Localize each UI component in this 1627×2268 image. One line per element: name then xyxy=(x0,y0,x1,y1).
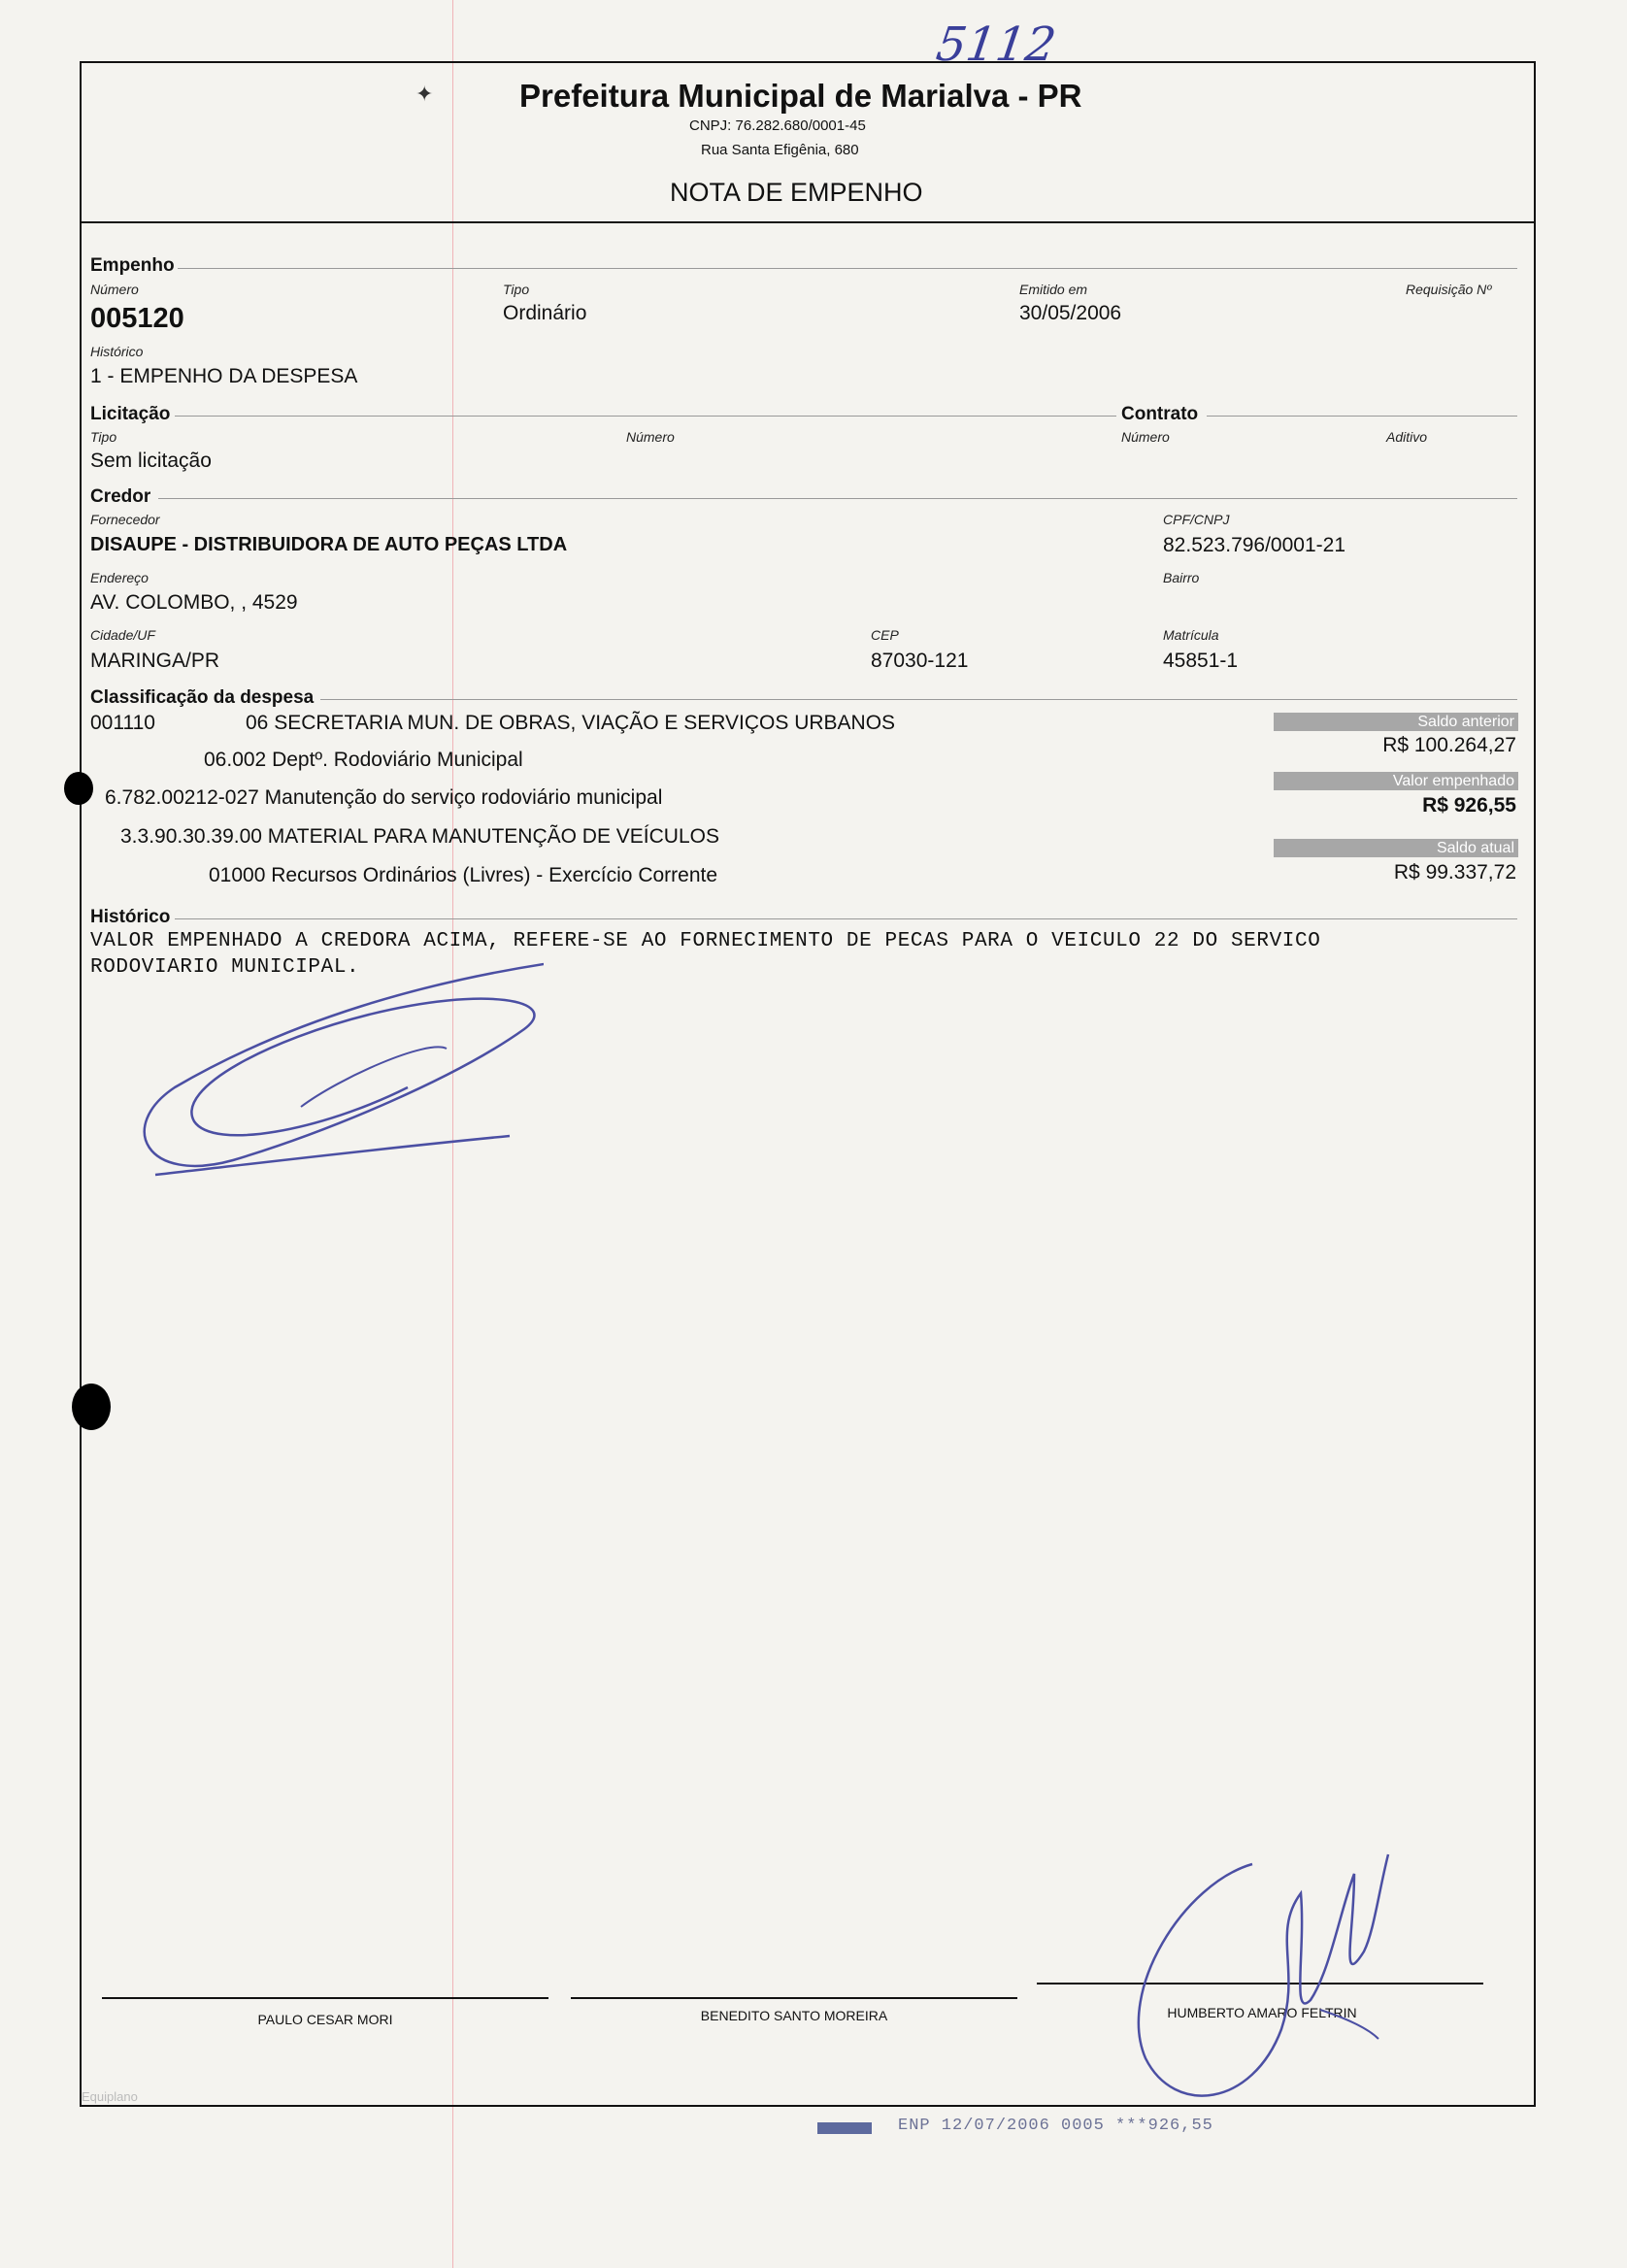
saldo-atual-label: Saldo atual xyxy=(1274,839,1518,857)
empenho-historico-label: Histórico xyxy=(90,344,144,359)
classificacao-rule xyxy=(320,699,1517,700)
empenho-historico: 1 - EMPENHO DA DESPESA xyxy=(90,365,358,387)
cpf-label: CPF/CNPJ xyxy=(1163,512,1230,527)
header-divider xyxy=(80,221,1534,223)
stamp-logo-icon xyxy=(817,2122,872,2134)
footer-stamp: ENP 12/07/2006 0005 ***926,55 xyxy=(898,2117,1213,2135)
bairro-label: Bairro xyxy=(1163,570,1200,585)
licitacao-rule xyxy=(175,416,1116,417)
handwritten-annotation: 5112 xyxy=(933,17,1060,72)
punch-hole-dot xyxy=(64,772,93,805)
cep-label: CEP xyxy=(871,627,899,643)
historico-rule xyxy=(175,918,1517,919)
org-cnpj: CNPJ: 76.282.680/0001-45 xyxy=(689,117,866,134)
signature-name-3: HUMBERTO AMARO FELTRIN xyxy=(1167,2005,1357,2020)
empenho-tipo: Ordinário xyxy=(503,302,587,324)
handwritten-signature-left xyxy=(136,961,544,1194)
empenho-numero: 005120 xyxy=(90,303,184,334)
signature-line-2 xyxy=(571,1997,1017,1999)
cep-value: 87030-121 xyxy=(871,650,969,672)
credor-section-title: Credor xyxy=(90,486,151,507)
cidade-value: MARINGA/PR xyxy=(90,650,220,672)
contrato-aditivo-label: Aditivo xyxy=(1386,429,1428,445)
classificacao-orgao: 06 SECRETARIA MUN. DE OBRAS, VIAÇÃO E SERVIÇOS URBANOS xyxy=(246,712,896,734)
empenho-numero-label: Número xyxy=(90,282,139,297)
bird-mark-icon: ✦ xyxy=(415,82,434,106)
contrato-section-title: Contrato xyxy=(1121,404,1199,424)
endereco-label: Endereço xyxy=(90,570,149,585)
fornecedor-name: DISAUPE - DISTRIBUIDORA DE AUTO PEÇAS LTDA xyxy=(90,534,568,555)
valor-empenhado-label: Valor empenhado xyxy=(1274,772,1518,790)
saldo-anterior-value: R$ 100.264,27 xyxy=(1382,734,1516,756)
licitacao-tipo-label: Tipo xyxy=(90,429,117,445)
org-address: Rua Santa Efigênia, 680 xyxy=(701,142,859,158)
emitido-label: Emitido em xyxy=(1019,282,1088,297)
org-title: Prefeitura Municipal de Marialva - PR xyxy=(519,78,1082,114)
doc-title: NOTA DE EMPENHO xyxy=(670,178,923,207)
licitacao-tipo: Sem licitação xyxy=(90,450,212,472)
empenho-tipo-label: Tipo xyxy=(503,282,530,297)
software-footer: Equiplano xyxy=(82,2089,138,2104)
signature-line-1 xyxy=(102,1997,548,1999)
emitido-date: 30/05/2006 xyxy=(1019,302,1122,324)
credor-rule xyxy=(158,498,1517,499)
cidade-label: Cidade/UF xyxy=(90,627,155,643)
requisicao-label: Requisição Nº xyxy=(1406,282,1492,297)
empenho-section-title: Empenho xyxy=(90,255,175,276)
classificacao-programa: 6.782.00212-027 Manutenção do serviço rodoviário municipal xyxy=(105,786,663,809)
classificacao-unidade: 06.002 Deptº. Rodoviário Municipal xyxy=(204,749,523,771)
matricula-value: 45851-1 xyxy=(1163,650,1239,672)
empenho-rule xyxy=(178,268,1517,269)
classificacao-code: 001110 xyxy=(90,712,155,734)
saldo-anterior-label: Saldo anterior xyxy=(1274,713,1518,731)
historico-section-title: Histórico xyxy=(90,907,171,927)
endereco-value: AV. COLOMBO, , 4529 xyxy=(90,591,298,614)
historico-text-line1: VALOR EMPENHADO A CREDORA ACIMA, REFERE-SE AO FORNECIMENTO DE PECAS PARA O VEICULO 22 DO SERVICO xyxy=(90,930,1321,952)
saldo-atual-value: R$ 99.337,72 xyxy=(1393,861,1516,884)
classificacao-section-title: Classificação da despesa xyxy=(90,687,315,708)
licitacao-section-title: Licitação xyxy=(90,404,171,424)
signature-name-2: BENEDITO SANTO MOREIRA xyxy=(700,2008,888,2023)
contrato-rule xyxy=(1207,416,1517,417)
matricula-label: Matrícula xyxy=(1163,627,1219,643)
classificacao-elemento: 3.3.90.30.39.00 MATERIAL PARA MANUTENÇÃO DE VEÍCULOS xyxy=(120,825,719,848)
classificacao-recurso: 01000 Recursos Ordinários (Livres) - Exercício Corrente xyxy=(209,864,718,886)
licitacao-numero-label: Número xyxy=(626,429,675,445)
cpf-value: 82.523.796/0001-21 xyxy=(1163,534,1346,556)
signature-name-1: PAULO CESAR MORI xyxy=(257,2012,393,2027)
handwritten-signature-right xyxy=(1107,1835,1398,2117)
valor-empenhado-value: R$ 926,55 xyxy=(1422,794,1516,817)
punch-hole-dot xyxy=(72,1384,111,1430)
contrato-numero-label: Número xyxy=(1121,429,1170,445)
fornecedor-label: Fornecedor xyxy=(90,512,160,527)
historico-text-line2: RODOVIARIO MUNICIPAL. xyxy=(90,956,360,979)
